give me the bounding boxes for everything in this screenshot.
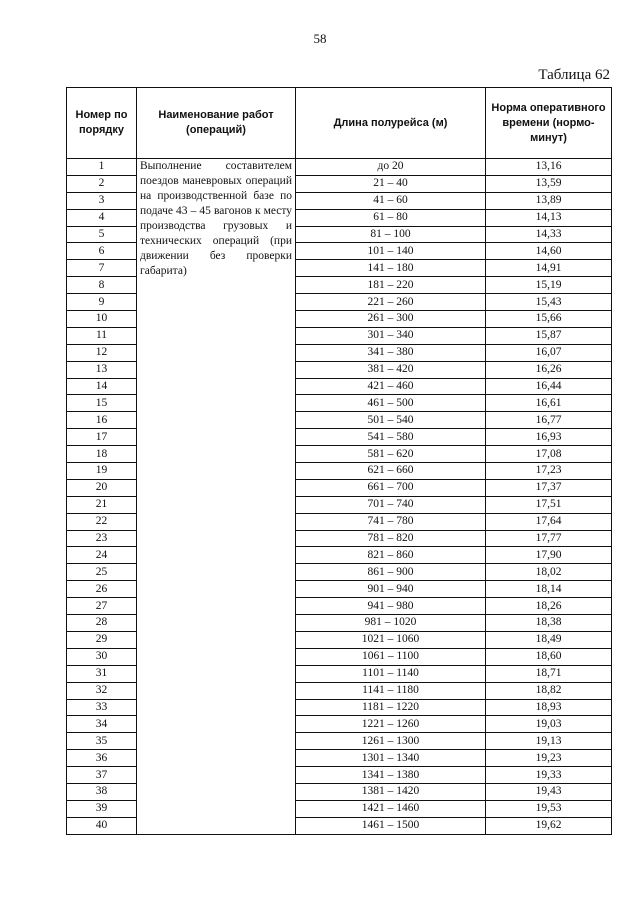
header-length: Длина полурейса (м) bbox=[296, 88, 486, 159]
row-number: 14 bbox=[67, 378, 137, 395]
row-norm: 13,89 bbox=[486, 192, 612, 209]
row-length: 1021 – 1060 bbox=[296, 631, 486, 648]
row-norm: 19,03 bbox=[486, 716, 612, 733]
row-length: 501 – 540 bbox=[296, 412, 486, 429]
row-length: 1141 – 1180 bbox=[296, 682, 486, 699]
row-norm: 14,33 bbox=[486, 226, 612, 243]
row-length: 1461 – 1500 bbox=[296, 817, 486, 834]
row-number: 39 bbox=[67, 800, 137, 817]
row-length: 181 – 220 bbox=[296, 277, 486, 294]
row-number: 40 bbox=[67, 817, 137, 834]
row-length: 1101 – 1140 bbox=[296, 665, 486, 682]
operation-description: Выполнение составителем поездов маневровых операций на производственной базе по подаче 43 – 45 вагонов к месту производства грузовых и технических операций (при движении без проверки габарита) bbox=[137, 159, 296, 835]
table-row bbox=[67, 159, 612, 176]
row-norm: 19,53 bbox=[486, 800, 612, 817]
row-length: 901 – 940 bbox=[296, 581, 486, 598]
row-norm: 13,16 bbox=[486, 159, 612, 176]
row-number: 27 bbox=[67, 598, 137, 615]
row-norm: 18,38 bbox=[486, 615, 612, 632]
row-length: 661 – 700 bbox=[296, 479, 486, 496]
row-number: 11 bbox=[67, 327, 137, 344]
row-length: 21 – 40 bbox=[296, 175, 486, 192]
row-number: 12 bbox=[67, 344, 137, 361]
row-norm: 18,26 bbox=[486, 598, 612, 615]
row-length: 861 – 900 bbox=[296, 564, 486, 581]
row-number: 35 bbox=[67, 733, 137, 750]
row-norm: 18,14 bbox=[486, 581, 612, 598]
row-norm: 19,43 bbox=[486, 783, 612, 800]
row-norm: 16,44 bbox=[486, 378, 612, 395]
row-number: 24 bbox=[67, 547, 137, 564]
row-length: 141 – 180 bbox=[296, 260, 486, 277]
table-caption: Таблица 62 bbox=[538, 67, 610, 83]
row-norm: 13,59 bbox=[486, 175, 612, 192]
row-number: 10 bbox=[67, 311, 137, 328]
row-norm: 14,13 bbox=[486, 209, 612, 226]
row-length: 1301 – 1340 bbox=[296, 750, 486, 767]
row-number: 18 bbox=[67, 446, 137, 463]
row-norm: 18,60 bbox=[486, 648, 612, 665]
row-number: 31 bbox=[67, 665, 137, 682]
row-norm: 16,93 bbox=[486, 429, 612, 446]
row-norm: 15,87 bbox=[486, 327, 612, 344]
row-length: 781 – 820 bbox=[296, 530, 486, 547]
row-number: 30 bbox=[67, 648, 137, 665]
row-norm: 19,13 bbox=[486, 733, 612, 750]
row-length: 581 – 620 bbox=[296, 446, 486, 463]
row-number: 5 bbox=[67, 226, 137, 243]
row-norm: 18,02 bbox=[486, 564, 612, 581]
row-norm: 17,23 bbox=[486, 463, 612, 480]
row-number: 2 bbox=[67, 175, 137, 192]
row-number: 26 bbox=[67, 581, 137, 598]
row-length: 1261 – 1300 bbox=[296, 733, 486, 750]
row-norm: 16,07 bbox=[486, 344, 612, 361]
row-length: 701 – 740 bbox=[296, 496, 486, 513]
row-length: 381 – 420 bbox=[296, 361, 486, 378]
row-norm: 14,91 bbox=[486, 260, 612, 277]
row-norm: 15,43 bbox=[486, 294, 612, 311]
row-number: 8 bbox=[67, 277, 137, 294]
header-norm: Норма оперативного времени (нормо-минут) bbox=[486, 88, 612, 159]
row-length: 41 – 60 bbox=[296, 192, 486, 209]
row-norm: 18,71 bbox=[486, 665, 612, 682]
row-length: 1381 – 1420 bbox=[296, 783, 486, 800]
row-number: 28 bbox=[67, 615, 137, 632]
row-number: 36 bbox=[67, 750, 137, 767]
header-number: Номер по порядку bbox=[67, 88, 137, 159]
row-length: 301 – 340 bbox=[296, 327, 486, 344]
row-number: 29 bbox=[67, 631, 137, 648]
table-body bbox=[67, 159, 612, 835]
row-length: 1221 – 1260 bbox=[296, 716, 486, 733]
row-number: 1 bbox=[67, 159, 137, 176]
row-length: 1421 – 1460 bbox=[296, 800, 486, 817]
row-number: 37 bbox=[67, 767, 137, 784]
row-number: 38 bbox=[67, 783, 137, 800]
row-number: 13 bbox=[67, 361, 137, 378]
row-length: 941 – 980 bbox=[296, 598, 486, 615]
row-norm: 16,26 bbox=[486, 361, 612, 378]
row-number: 3 bbox=[67, 192, 137, 209]
row-norm: 17,64 bbox=[486, 513, 612, 530]
row-length: 1061 – 1100 bbox=[296, 648, 486, 665]
row-length: до 20 bbox=[296, 159, 486, 176]
row-length: 741 – 780 bbox=[296, 513, 486, 530]
row-norm: 16,61 bbox=[486, 395, 612, 412]
row-number: 34 bbox=[67, 716, 137, 733]
row-length: 461 – 500 bbox=[296, 395, 486, 412]
row-length: 1181 – 1220 bbox=[296, 699, 486, 716]
row-number: 7 bbox=[67, 260, 137, 277]
row-norm: 18,93 bbox=[486, 699, 612, 716]
row-norm: 17,37 bbox=[486, 479, 612, 496]
row-norm: 14,60 bbox=[486, 243, 612, 260]
row-number: 4 bbox=[67, 209, 137, 226]
row-norm: 19,62 bbox=[486, 817, 612, 834]
row-norm: 19,23 bbox=[486, 750, 612, 767]
row-length: 421 – 460 bbox=[296, 378, 486, 395]
row-number: 6 bbox=[67, 243, 137, 260]
row-length: 1341 – 1380 bbox=[296, 767, 486, 784]
row-length: 101 – 140 bbox=[296, 243, 486, 260]
row-number: 16 bbox=[67, 412, 137, 429]
row-number: 25 bbox=[67, 564, 137, 581]
norm-table bbox=[66, 87, 612, 835]
row-number: 15 bbox=[67, 395, 137, 412]
row-norm: 18,82 bbox=[486, 682, 612, 699]
header-operation: Наименование работ (операций) bbox=[137, 88, 296, 159]
row-number: 23 bbox=[67, 530, 137, 547]
row-number: 20 bbox=[67, 479, 137, 496]
row-number: 19 bbox=[67, 463, 137, 480]
table-header-row bbox=[67, 88, 612, 159]
row-length: 261 – 300 bbox=[296, 311, 486, 328]
row-norm: 17,51 bbox=[486, 496, 612, 513]
row-number: 17 bbox=[67, 429, 137, 446]
row-length: 541 – 580 bbox=[296, 429, 486, 446]
row-length: 981 – 1020 bbox=[296, 615, 486, 632]
row-norm: 15,66 bbox=[486, 311, 612, 328]
row-number: 21 bbox=[67, 496, 137, 513]
row-norm: 17,77 bbox=[486, 530, 612, 547]
row-norm: 18,49 bbox=[486, 631, 612, 648]
row-norm: 17,90 bbox=[486, 547, 612, 564]
row-norm: 19,33 bbox=[486, 767, 612, 784]
row-number: 22 bbox=[67, 513, 137, 530]
row-norm: 16,77 bbox=[486, 412, 612, 429]
row-number: 9 bbox=[67, 294, 137, 311]
row-length: 81 – 100 bbox=[296, 226, 486, 243]
row-norm: 15,19 bbox=[486, 277, 612, 294]
row-number: 33 bbox=[67, 699, 137, 716]
row-length: 341 – 380 bbox=[296, 344, 486, 361]
row-norm: 17,08 bbox=[486, 446, 612, 463]
row-length: 61 – 80 bbox=[296, 209, 486, 226]
row-length: 621 – 660 bbox=[296, 463, 486, 480]
row-length: 221 – 260 bbox=[296, 294, 486, 311]
row-length: 821 – 860 bbox=[296, 547, 486, 564]
row-number: 32 bbox=[67, 682, 137, 699]
page-number: 58 bbox=[313, 31, 327, 46]
